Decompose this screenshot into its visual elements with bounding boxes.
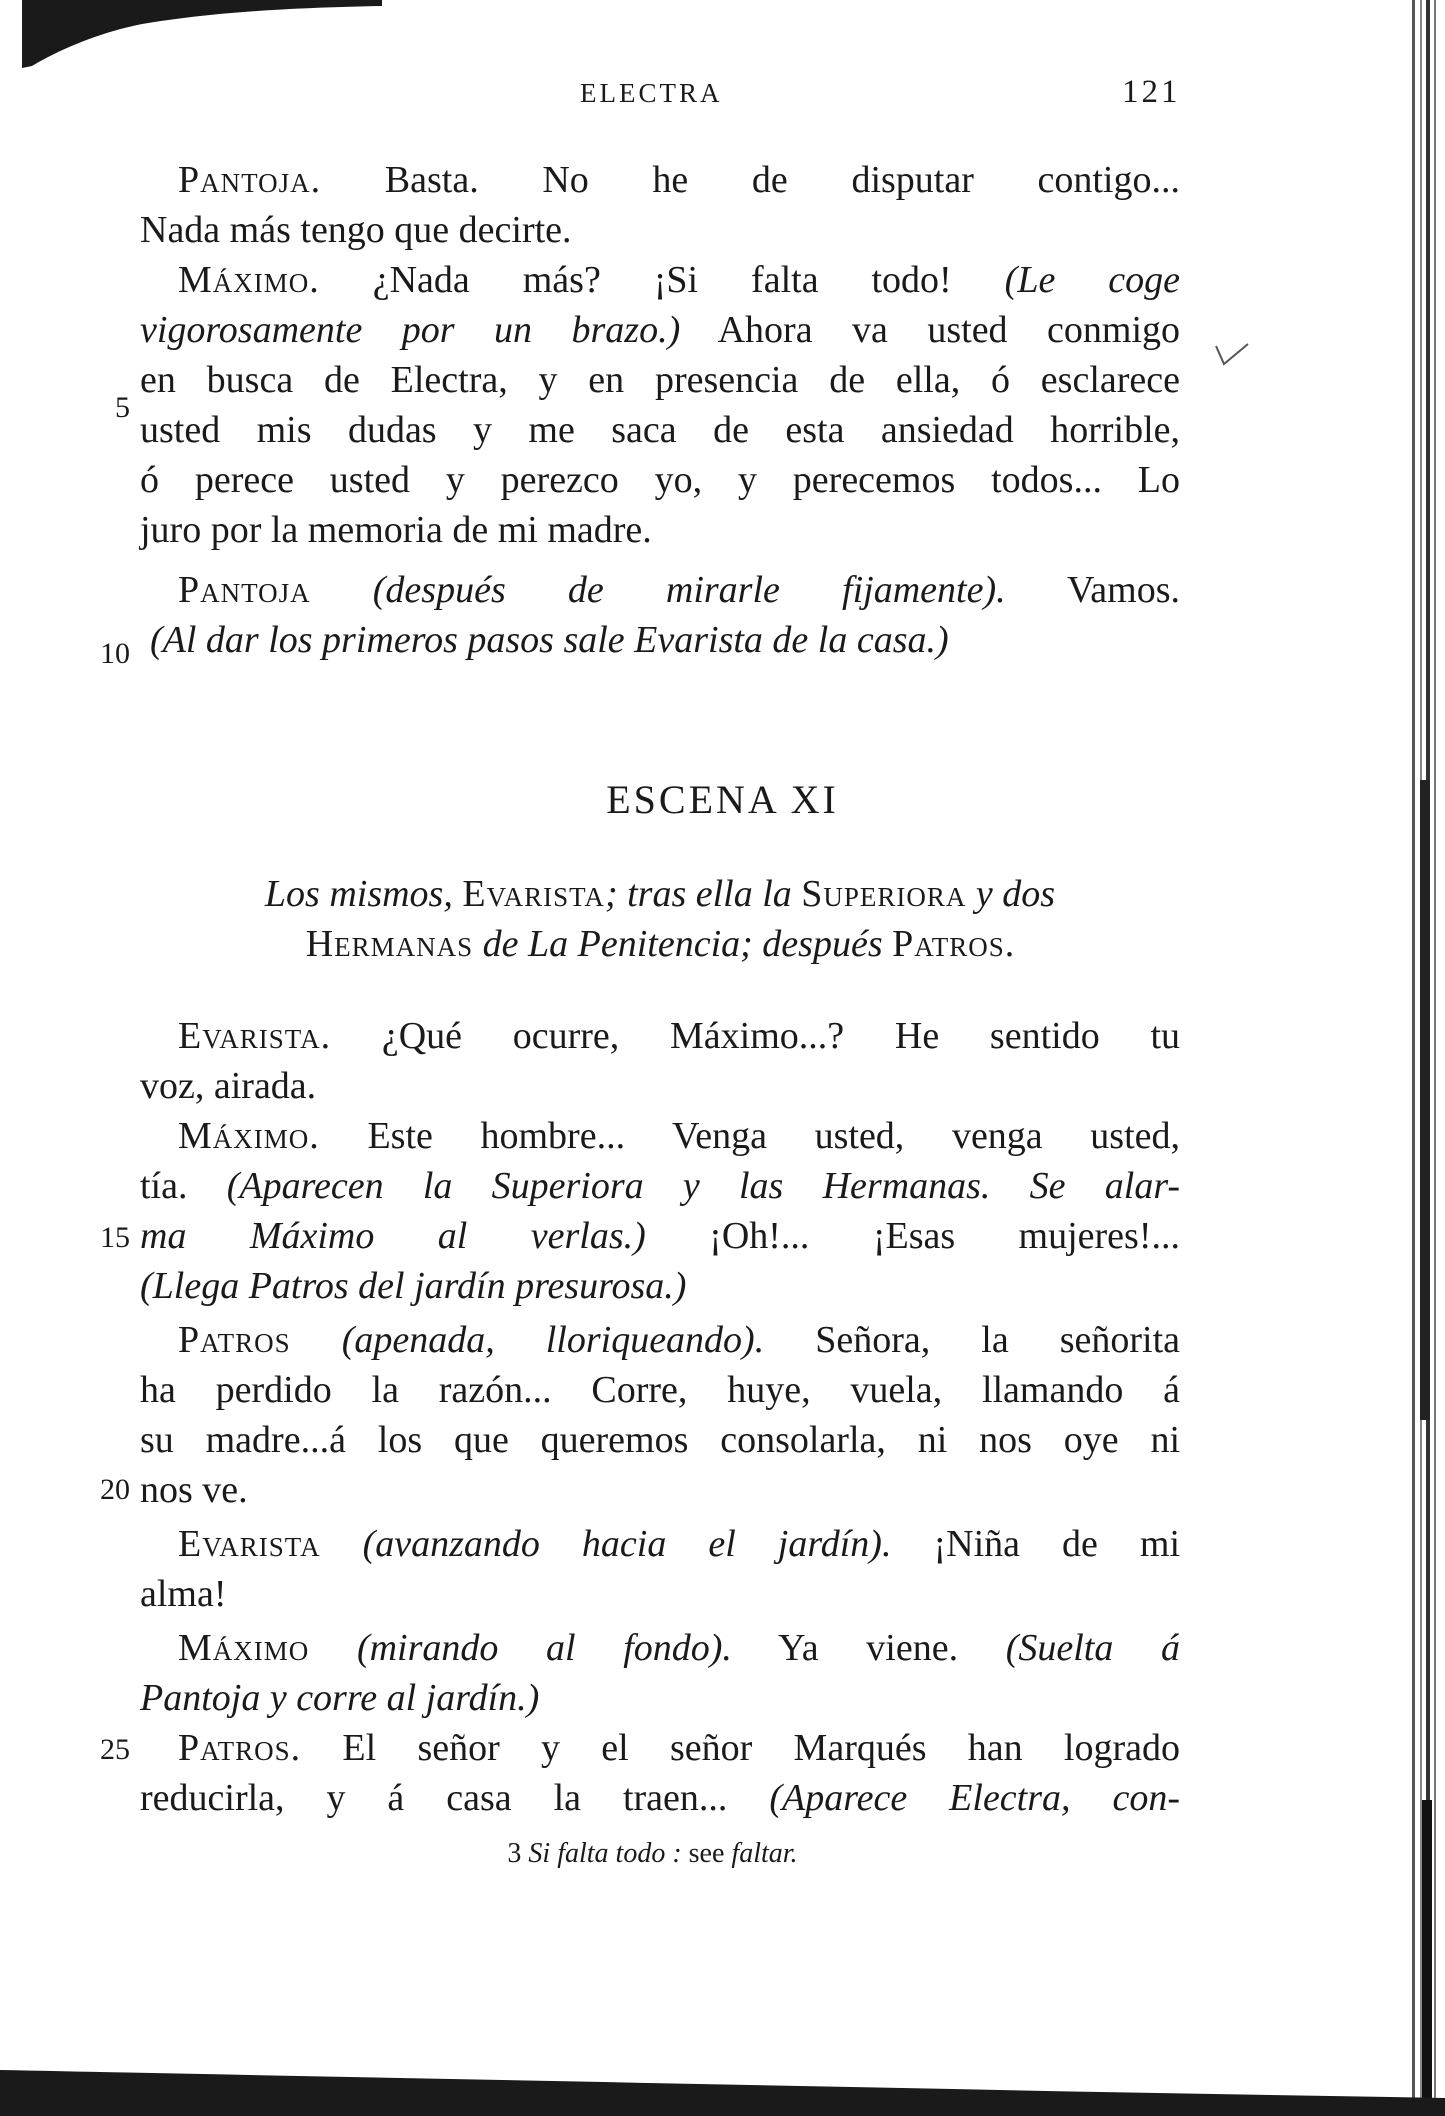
speaker-name: Patros.: [178, 1727, 302, 1769]
stage-direction: (avanzando hacia el jardín).: [362, 1523, 892, 1565]
text-line: Pantoja (después de mirarle fijamente). Vamos.: [178, 569, 1180, 611]
stage-direction: (después de mirarle fijamente).: [372, 569, 1006, 611]
footnote-reference: faltar.: [731, 1838, 798, 1869]
line-number: 25: [100, 1733, 130, 1766]
line-number: 20: [100, 1473, 130, 1506]
text-line: Máximo (mirando al fondo). Ya viene. (Suelta á: [178, 1627, 1180, 1669]
text-line: ha perdido la razón... Corre, huye, vuela, llamando á: [140, 1369, 1180, 1411]
text-line: tía. (Aparecen la Superiora y las Hermanas. Se alar-: [140, 1165, 1181, 1207]
speaker-name: Máximo.: [178, 259, 320, 301]
text-line: su madre...á los que queremos consolarla, ni nos oye ni: [140, 1419, 1180, 1461]
stage-direction: vigorosamente por un brazo.): [140, 309, 681, 351]
text-line: usted mis dudas y me saca de esta ansiedad horrible,: [140, 409, 1180, 451]
page-bottom-edge: [0, 2058, 1445, 2116]
text-line: ma Máximo al verlas.) ¡Oh!... ¡Esas mujeres!...: [140, 1215, 1180, 1257]
text-line: vigorosamente por un brazo.) Ahora va usted conmigo: [140, 309, 1180, 351]
text-line: Nada más tengo que decirte.: [140, 209, 572, 251]
pencil-check-mark: [1212, 340, 1252, 370]
cast-list: Los mismos, Evarista; tras ella la Superiora y dos: [264, 873, 1056, 915]
page-number: 121: [1122, 74, 1181, 110]
stage-direction: (mirando al fondo).: [356, 1627, 732, 1669]
text-line: nos ve.: [140, 1469, 248, 1511]
speaker-name: Pantoja: [178, 569, 311, 611]
text-line: alma!: [140, 1573, 227, 1615]
stage-direction: (Suelta á: [1005, 1627, 1180, 1669]
line-number: 10: [100, 637, 130, 670]
stage-direction: ma Máximo al verlas.): [140, 1215, 646, 1257]
binding-edge: [1380, 0, 1445, 2116]
text-line: Patros (apenada, lloriqueando). Señora, la señorita: [178, 1319, 1181, 1361]
footnote: 3 Si falta todo : see faltar.: [507, 1838, 798, 1869]
text-line: Evarista (avanzando hacia el jardín). ¡Niña de mi: [178, 1523, 1180, 1565]
footnote-phrase: Si falta todo :: [528, 1838, 682, 1869]
text-line: Patros. El señor y el señor Marqués han logrado: [178, 1727, 1180, 1769]
scan-smudge: [22, 0, 382, 70]
text-line: en busca de Electra, y en presencia de ella, ó esclarece: [140, 359, 1180, 401]
speaker-name: Evarista: [178, 1523, 321, 1565]
stage-direction: (Llega Patros del jardín presurosa.): [140, 1265, 687, 1307]
speaker-name: Máximo: [178, 1627, 310, 1669]
text-line: voz, airada.: [140, 1065, 317, 1107]
speaker-name: Máximo.: [178, 1115, 320, 1157]
stage-direction: (Aparece Electra, con-: [769, 1777, 1180, 1819]
stage-direction: (Le coge: [1004, 259, 1181, 301]
line-number: 15: [100, 1221, 130, 1254]
running-title: ELECTRA: [580, 78, 723, 108]
line-number: 5: [115, 391, 130, 424]
stage-direction: (apenada, lloriqueando).: [341, 1319, 765, 1361]
text-line: Máximo. ¿Nada más? ¡Si falta todo! (Le coge: [178, 259, 1181, 301]
text-line: juro por la memoria de mi madre.: [140, 509, 652, 551]
stage-direction: (Al dar los primeros pasos sale Evarista de la casa.): [150, 619, 949, 661]
footnote-number: 3: [507, 1838, 522, 1869]
text-line: Evarista. ¿Qué ocurre, Máximo...? He sentido tu: [178, 1015, 1181, 1057]
speaker-name: Patros: [178, 1319, 291, 1361]
stage-direction: Pantoja y corre al jardín.): [140, 1677, 540, 1719]
speaker-name: Pantoja.: [178, 159, 322, 201]
speaker-name: Evarista.: [178, 1015, 332, 1057]
cast-list: Hermanas de La Penitencia; después Patros.: [305, 923, 1015, 965]
stage-direction: (Aparecen la Superiora y las Hermanas. Se alar-: [226, 1165, 1181, 1207]
text-line: Pantoja. Basta. No he de disputar contigo...: [178, 159, 1180, 201]
text-line: Máximo. Este hombre... Venga usted, venga usted,: [178, 1115, 1181, 1157]
scene-title: ESCENA XI: [606, 777, 839, 822]
running-head: [0, 74, 1445, 118]
text-line: reducirla, y á casa la traen... (Aparece Electra, con-: [140, 1777, 1180, 1819]
text-line: ó perece usted y perezco yo, y perecemos todos... Lo: [140, 459, 1180, 501]
